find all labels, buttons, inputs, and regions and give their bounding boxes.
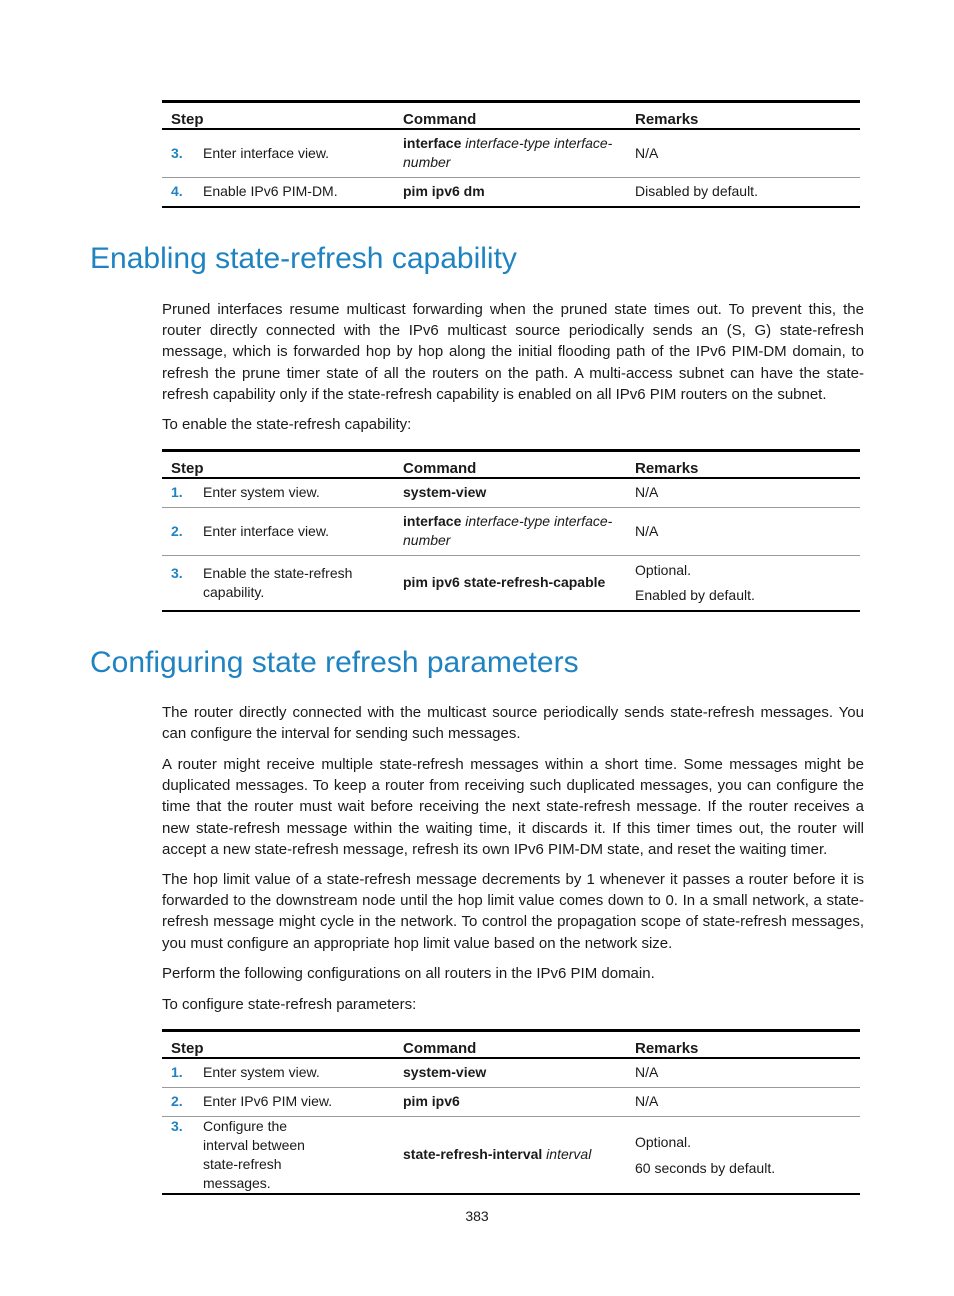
remark-text: Disabled by default.: [635, 183, 758, 200]
step-cell: [162, 1058, 394, 1087]
table-enable-state-refresh: [162, 449, 860, 612]
table-header-row: [162, 1031, 860, 1059]
header-step: Step: [162, 451, 394, 479]
paragraph: A router might receive multiple state-refresh messages within a short time. Some messages might be duplicated messages. To keep a router from receiving such duplicated messages, you can configure the time that the router must wait before receiving the next state-refresh message. If the router receives a new state-refresh message within the waiting time, it discards it. If this timer times out, the router will accept a new state-refresh message, refresh its own IPv6 PIM-DM state, and reset the waiting timer.: [162, 756, 864, 858]
paragraph: Pruned interfaces resume multicast forwarding when the pruned state times out. To prevent this, the router directly connected with the IPv6 multicast source periodically sends an (S, G) state-refresh message, which is forwarded hop by hop along the initial flooding path of the IPv6 PIM-DM domain, to refresh the prune timer state of all the routers on the path. A multi-access subnet can have the state-refresh capability only if the state-refresh capability is enabled on all IPv6 PIM routers on the subnet.: [162, 301, 864, 403]
step-cell: [162, 507, 394, 555]
command-keyword: interface: [403, 513, 462, 529]
command-cell: [394, 1087, 626, 1116]
remark-text: 60 seconds by default.: [635, 1159, 776, 1176]
command-cell: [394, 478, 626, 507]
command-keyword: pim ipv6 dm: [403, 183, 485, 200]
remarks-cell: [626, 555, 860, 611]
table-row: [162, 1058, 860, 1087]
command-cell: [394, 555, 626, 611]
step-description: Enter system view.: [203, 1064, 320, 1081]
step-cell: [162, 1087, 394, 1116]
step-description: Enter interface view.: [203, 522, 330, 539]
step-description: Enter system view.: [203, 484, 320, 501]
section-title-state-refresh-capability: Enabling state-refresh capability: [90, 242, 517, 275]
table-row: [162, 177, 860, 207]
command-cell: [394, 1116, 626, 1194]
command-keyword: system-view: [403, 1064, 487, 1081]
remark-text: Optional.: [635, 561, 692, 578]
table-row: [162, 555, 860, 611]
command-keyword: pim ipv6 state-refresh-capable: [403, 574, 606, 591]
table-row: [162, 507, 860, 555]
table-row: [162, 129, 860, 177]
remark-text: Optional.: [635, 1133, 692, 1150]
step-number: 2.: [171, 522, 183, 539]
table-header-row: [162, 102, 860, 130]
header-step: Step: [162, 1031, 394, 1059]
step-cell: [162, 555, 394, 611]
remarks-cell: [626, 1116, 860, 1194]
remarks-cell: [626, 129, 860, 177]
step-cell: [162, 177, 394, 207]
header-command: Command: [394, 451, 626, 479]
header-remarks: Remarks: [626, 1031, 860, 1059]
remarks-cell: [626, 1058, 860, 1087]
step-number: 3.: [171, 144, 183, 161]
remark-text: N/A: [635, 144, 659, 161]
command-keyword: pim ipv6: [403, 1093, 460, 1109]
remark-text: N/A: [635, 1064, 659, 1081]
paragraph: The router directly connected with the multicast source periodically sends state-refresh messages. You can configure the interval for sending such messages.: [162, 704, 864, 743]
table-state-refresh-parameters: [162, 1029, 860, 1195]
table-row: [162, 478, 860, 507]
paragraph: Perform the following configurations on all routers in the IPv6 PIM domain.: [162, 965, 655, 982]
command-argument: interval: [546, 1146, 592, 1162]
step-description: Enable the state-refresh capability.: [203, 564, 353, 600]
step-number: 3.: [171, 564, 183, 581]
step-description: Enable IPv6 PIM-DM.: [203, 183, 338, 200]
step-number: 2.: [171, 1093, 183, 1109]
command-keyword: interface: [403, 135, 462, 152]
table-row: [162, 1116, 860, 1194]
step-description: Enter interface view.: [203, 144, 330, 161]
command-keyword: state-refresh-interval: [403, 1146, 543, 1162]
section-title-state-refresh-parameters: Configuring state refresh parameters: [90, 646, 579, 679]
header-command: Command: [394, 102, 626, 130]
remark-text: Enabled by default.: [635, 586, 755, 603]
command-cell: [394, 129, 626, 177]
step-number: 1.: [171, 1064, 183, 1081]
command-cell: [394, 1058, 626, 1087]
remarks-cell: [626, 478, 860, 507]
header-remarks: Remarks: [626, 102, 860, 130]
step-description: Enter IPv6 PIM view.: [203, 1093, 333, 1109]
step-number: 1.: [171, 484, 183, 501]
remark-text: N/A: [635, 484, 659, 501]
step-cell: [162, 129, 394, 177]
command-argument: interface-type interface-number: [403, 135, 613, 171]
table-header-row: [162, 451, 860, 479]
paragraph: The hop limit value of a state-refresh message decrements by 1 whenever it passes a router before it is forwarded to the downstream node until the hop limit value comes down to 0. In a small network, a state-refresh message might cycle in the network. To control the propagation scope of state-refresh messages, you must configure an appropriate hop limit value based on the network size.: [162, 871, 864, 952]
remarks-cell: [626, 1087, 860, 1116]
paragraph: To enable the state-refresh capability:: [162, 416, 412, 433]
table-row: [162, 1087, 860, 1116]
remarks-cell: [626, 177, 860, 207]
header-remarks: Remarks: [626, 451, 860, 479]
command-cell: [394, 507, 626, 555]
page-number: 383: [465, 1208, 489, 1224]
command-keyword: system-view: [403, 484, 487, 501]
header-command: Command: [394, 1031, 626, 1059]
command-cell: [394, 177, 626, 207]
command-argument: interface-type interface-number: [403, 513, 613, 548]
header-step: Step: [162, 102, 394, 130]
step-cell: [162, 1116, 394, 1194]
remark-text: N/A: [635, 522, 659, 539]
table-interface-pim-dm: [162, 100, 860, 208]
paragraph: To configure state-refresh parameters:: [162, 996, 417, 1013]
remarks-cell: [626, 507, 860, 555]
remark-text: N/A: [635, 1093, 659, 1109]
step-description: Configure the interval between state-refresh messages.: [203, 1117, 305, 1191]
step-number: 4.: [171, 183, 183, 200]
step-number: 3.: [171, 1117, 183, 1134]
step-cell: [162, 478, 394, 507]
